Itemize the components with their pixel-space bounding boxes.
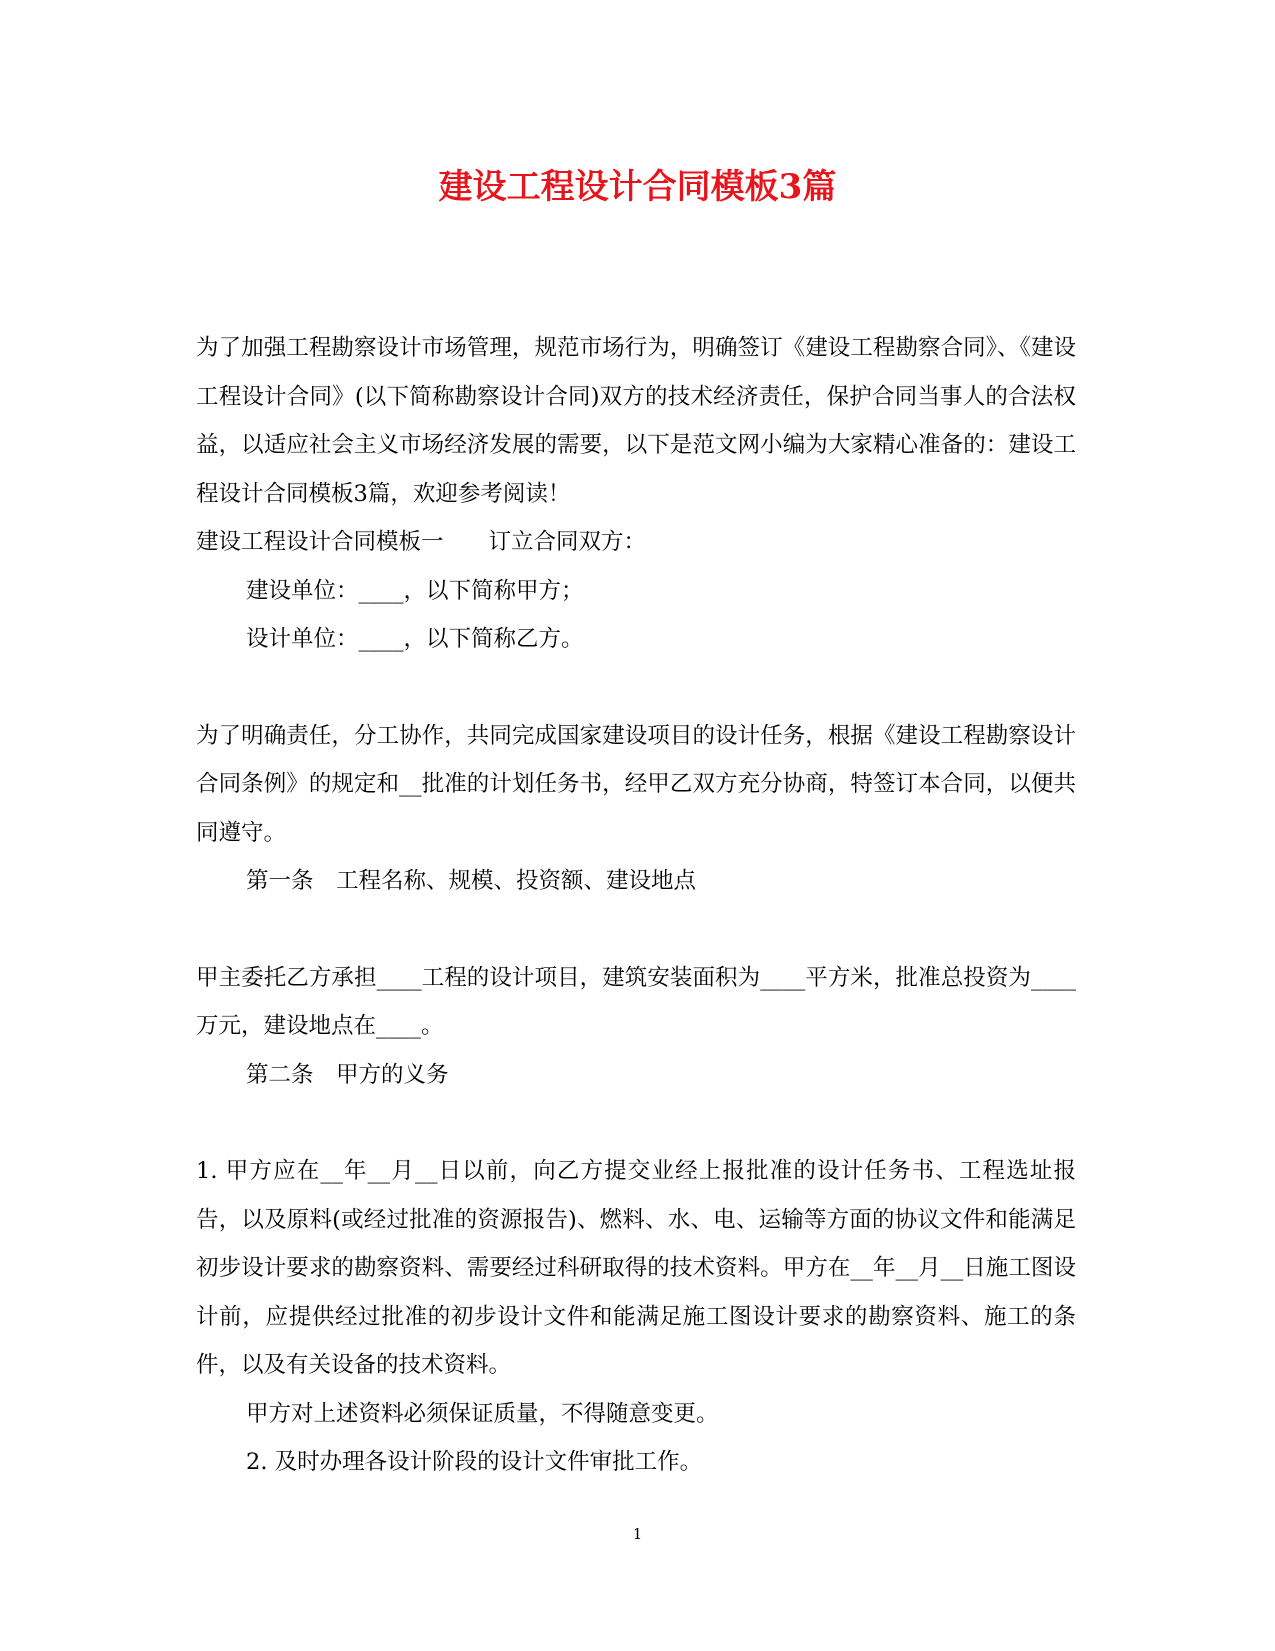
- document-body: [196, 324, 1076, 1487]
- intro-paragraph: 为了加强工程勘察设计市场管理，规范市场行为，明确签订《建设工程勘察合同》、《建设工程设计合同》(以下简称勘察设计合同)双方的技术经济责任，保护合同当事人的合法权益，以适应社会主义市场经济发展的需要，以下是范文网小编为大家精心准备的：建设工程设计合同模板3篇，欢迎参考阅读！: [196, 335, 1076, 507]
- item-one-paragraph: 1. 甲方应在__年__月__日以前，向乙方提交业经上报批准的设计任务书、工程选址报告，以及原料(或经过批准的资源报告)、燃料、水、电、运输等方面的协议文件和能满足初步设计要求的勘察资料、需要经过科研取得的技术资料。甲方在__年__月__日施工图设计前，应提供经过批准的初步设计文件和能满足施工图设计要求的勘察资料、施工的条件，以及有关设备的技术资料。: [196, 1158, 1076, 1378]
- page-number: 1: [632, 1525, 643, 1543]
- article-one-paragraph: 甲主委托乙方承担____工程的设计项目，建筑安装面积为____平方米，批准总投资为____万元，建设地点在____。: [196, 964, 1076, 1039]
- article-one-heading: 第一条 工程名称、规模、投资额、建设地点: [246, 868, 697, 894]
- purpose-paragraph: 为了明确责任，分工协作，共同完成国家建设项目的设计任务，根据《建设工程勘察设计合同条例》的规定和__批准的计划任务书，经甲乙双方充分协商，特签订本合同，以便共同遵守。: [196, 722, 1076, 846]
- party-b-line: 设计单位：____，以下简称乙方。: [246, 626, 584, 652]
- article-two-heading: 第二条 甲方的义务: [246, 1061, 449, 1088]
- template-one-heading: 建设工程设计合同模板一 订立合同双方：: [196, 529, 647, 555]
- party-a-line: 建设单位：____，以下简称甲方；: [246, 577, 584, 604]
- item-two-paragraph: 2. 及时办理各设计阶段的设计文件审批工作。: [246, 1449, 703, 1475]
- document-title: 建设工程设计合同模板3篇: [438, 167, 837, 207]
- item-one-note: 甲方对上述资料必须保证质量，不得随意变更。: [246, 1400, 719, 1427]
